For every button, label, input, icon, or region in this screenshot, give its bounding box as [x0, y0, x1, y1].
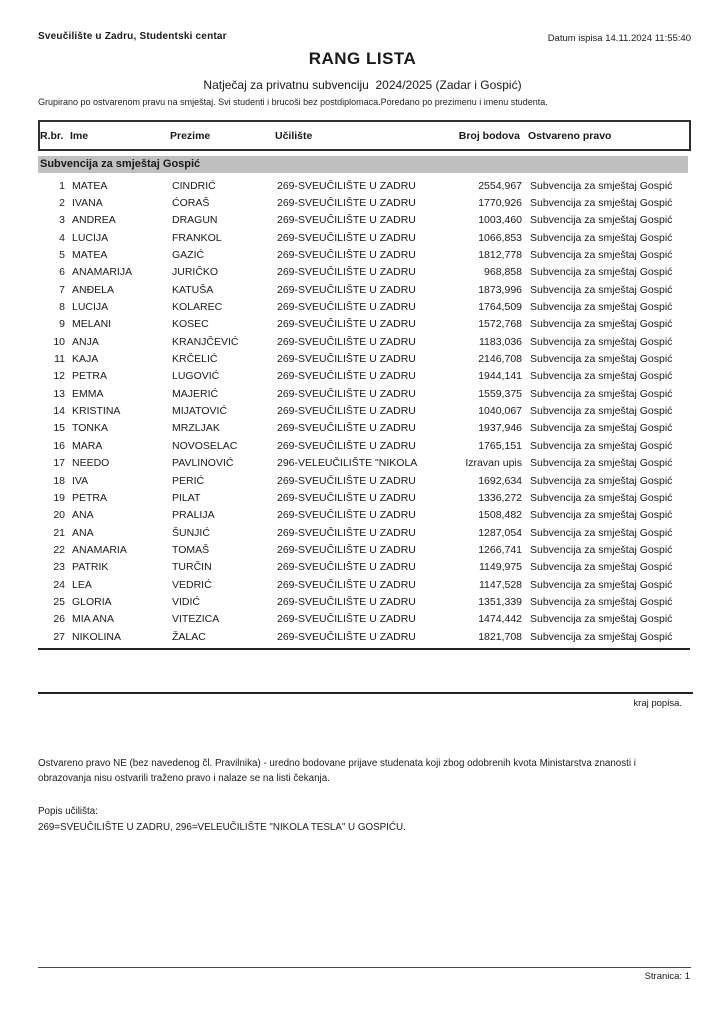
institutions-list-text: 269=SVEUČILIŠTE U ZADRU, 296=VELEUČILIŠTE "NIKOLA TESLA" U GOSPIĆU.	[38, 822, 406, 833]
cell-uciliste: 269-SVEUČILIŠTE U ZADRU	[277, 179, 416, 192]
cell-bodovi: 1066,853	[478, 231, 522, 244]
page-subtitle: Natječaj za privatnu subvenciju 2024/2025 (Zadar i Gospić)	[203, 78, 522, 92]
cell-prezime: KRANJČEVIĆ	[172, 335, 239, 348]
cell-pravo: Subvencija za smještaj Gospić	[530, 561, 673, 574]
footer-rule	[38, 967, 691, 968]
cell-uciliste: 269-SVEUČILIŠTE U ZADRU	[277, 561, 416, 574]
cell-uciliste: 269-SVEUČILIŠTE U ZADRU	[277, 370, 416, 383]
column-header-uciliste: Učilište	[275, 129, 313, 142]
table-row	[38, 264, 691, 281]
cell-uciliste: 269-SVEUČILIŠTE U ZADRU	[277, 543, 416, 556]
cell-pravo: Subvencija za smještaj Gospić	[530, 613, 673, 626]
cell-pravo: Subvencija za smještaj Gospić	[530, 526, 673, 539]
table-row	[38, 212, 691, 229]
cell-pravo: Subvencija za smještaj Gospić	[530, 283, 673, 296]
cell-prezime: GAZIĆ	[172, 249, 205, 262]
table-row	[38, 593, 691, 610]
cell-prezime: VIDIĆ	[172, 595, 201, 608]
cell-uciliste: 269-SVEUČILIŠTE U ZADRU	[277, 249, 416, 262]
cell-ime: ANA	[72, 509, 94, 522]
cell-uciliste: 269-SVEUČILIŠTE U ZADRU	[277, 474, 416, 487]
cell-pravo: Subvencija za smještaj Gospić	[530, 370, 673, 383]
end-of-list-label: kraj popisa.	[633, 698, 682, 709]
cell-rbr: 2	[59, 197, 65, 210]
cell-rbr: 11	[54, 353, 65, 366]
cell-pravo: Subvencija za smještaj Gospić	[530, 249, 673, 262]
cell-bodovi: 1336,272	[478, 491, 522, 504]
cell-prezime: KOSEC	[172, 318, 209, 331]
cell-rbr: 25	[53, 595, 65, 608]
table-row	[38, 437, 691, 454]
end-of-list-rule	[38, 692, 693, 694]
cell-ime: MARA	[72, 439, 103, 452]
cell-rbr: 14	[53, 405, 65, 418]
cell-pravo: Subvencija za smještaj Gospić	[530, 422, 673, 435]
cell-ime: KAJA	[72, 353, 99, 366]
cell-prezime: MAJERIĆ	[172, 387, 219, 400]
cell-pravo: Subvencija za smještaj Gospić	[530, 543, 673, 556]
cell-uciliste: 269-SVEUČILIŠTE U ZADRU	[277, 387, 416, 400]
cell-prezime: ŽALAC	[172, 630, 206, 643]
cell-prezime: TOMAŠ	[172, 543, 210, 556]
cell-ime: NEEDO	[72, 457, 110, 470]
cell-pravo: Subvencija za smještaj Gospić	[530, 179, 673, 192]
cell-bodovi: 1287,054	[478, 526, 522, 539]
table-row	[38, 611, 691, 628]
cell-prezime: FRANKOL	[172, 231, 222, 244]
cell-rbr: 16	[53, 439, 65, 452]
column-header-prezime: Prezime	[170, 129, 211, 142]
cell-rbr: 8	[59, 301, 65, 314]
cell-bodovi: 1149,975	[478, 561, 522, 574]
cell-rbr: 10	[53, 335, 65, 348]
cell-uciliste: 269-SVEUČILIŠTE U ZADRU	[277, 422, 416, 435]
cell-bodovi: Izravan upis	[465, 457, 522, 470]
cell-ime: PETRA	[72, 491, 108, 504]
column-header-rbr: R.br.	[40, 129, 64, 142]
table-row	[38, 420, 691, 437]
cell-ime: LUCIJA	[72, 301, 109, 314]
cell-ime: ANA	[72, 526, 94, 539]
cell-rbr: 23	[53, 561, 65, 574]
cell-prezime: LUGOVIĆ	[172, 370, 220, 383]
column-header-pravo: Ostvareno pravo	[528, 129, 612, 142]
cell-ime: ANAMARIJA	[72, 266, 133, 279]
table-row	[38, 246, 691, 263]
cell-bodovi: 1508,482	[478, 509, 522, 522]
cell-ime: ANJA	[72, 335, 99, 348]
cell-ime: PETRA	[72, 370, 108, 383]
table-row	[38, 559, 691, 576]
table-row	[38, 628, 691, 645]
cell-ime: PATRIK	[72, 561, 109, 574]
cell-rbr: 17	[53, 457, 65, 470]
cell-uciliste: 269-SVEUČILIŠTE U ZADRU	[277, 405, 416, 418]
cell-bodovi: 1770,926	[478, 197, 522, 210]
cell-rbr: 15	[53, 422, 65, 435]
cell-uciliste: 269-SVEUČILIŠTE U ZADRU	[277, 231, 416, 244]
cell-uciliste: 269-SVEUČILIŠTE U ZADRU	[277, 526, 416, 539]
table-row	[38, 402, 691, 419]
cell-rbr: 27	[53, 630, 65, 643]
cell-uciliste: 296-VELEUČILIŠTE "NIKOLA	[277, 457, 418, 470]
table-row	[38, 472, 691, 489]
cell-pravo: Subvencija za smještaj Gospić	[530, 301, 673, 314]
cell-uciliste: 269-SVEUČILIŠTE U ZADRU	[277, 266, 416, 279]
cell-rbr: 5	[59, 249, 65, 262]
table-bottom-rule	[38, 648, 690, 650]
cell-bodovi: 2554,967	[478, 179, 522, 192]
cell-ime: IVANA	[72, 197, 103, 210]
cell-pravo: Subvencija za smještaj Gospić	[530, 197, 673, 210]
cell-rbr: 26	[53, 613, 65, 626]
cell-bodovi: 1474,442	[478, 613, 522, 626]
cell-pravo: Subvencija za smještaj Gospić	[530, 439, 673, 452]
cell-bodovi: 1147,528	[478, 578, 522, 591]
table-row	[38, 541, 691, 558]
grouping-note: Grupirano po ostvarenom pravu na smještaj. Svi studenti i brucoši bez postdiplomaca.Poredano po prezimenu i imenu studenta.	[38, 97, 548, 107]
page-title: RANG LISTA	[308, 49, 417, 68]
page-number: Stranica: 1	[644, 971, 690, 982]
table-row	[38, 368, 691, 385]
cell-bodovi: 1873,996	[478, 283, 522, 296]
cell-rbr: 24	[53, 578, 65, 591]
cell-prezime: VEDRIĆ	[172, 578, 212, 591]
column-header-ime: Ime	[70, 129, 89, 142]
cell-prezime: MIJATOVIĆ	[172, 405, 228, 418]
section-header-bar: Subvencija za smještaj Gospić	[38, 156, 688, 173]
cell-ime: IVA	[72, 474, 89, 487]
cell-bodovi: 1937,946	[478, 422, 522, 435]
cell-ime: NIKOLINA	[72, 630, 122, 643]
cell-prezime: VITEZICA	[172, 613, 220, 626]
cell-uciliste: 269-SVEUČILIŠTE U ZADRU	[277, 578, 416, 591]
cell-prezime: PRALIJA	[172, 509, 215, 522]
cell-uciliste: 269-SVEUČILIŠTE U ZADRU	[277, 353, 416, 366]
cell-bodovi: 1821,708	[478, 630, 522, 643]
legal-footnote-line1: Ostvareno pravo NE (bez navedenog čl. Pravilnika) - uredno bodovane prijave studenata koji zbog odobrenih kvota Ministarstva znanosti i	[38, 758, 636, 769]
cell-prezime: JURIČKO	[172, 266, 219, 279]
cell-pravo: Subvencija za smještaj Gospić	[530, 231, 673, 244]
cell-ime: MATEA	[72, 249, 108, 262]
cell-prezime: MRZLJAK	[172, 422, 220, 435]
cell-pravo: Subvencija za smještaj Gospić	[530, 474, 673, 487]
cell-pravo: Subvencija za smještaj Gospić	[530, 509, 673, 522]
cell-uciliste: 269-SVEUČILIŠTE U ZADRU	[277, 214, 416, 227]
cell-uciliste: 269-SVEUČILIŠTE U ZADRU	[277, 630, 416, 643]
cell-pravo: Subvencija za smještaj Gospić	[530, 595, 673, 608]
cell-ime: ANDREA	[72, 214, 116, 227]
cell-pravo: Subvencija za smještaj Gospić	[530, 457, 673, 470]
table-row	[38, 489, 691, 506]
cell-bodovi: 968,858	[484, 266, 522, 279]
cell-uciliste: 269-SVEUČILIŠTE U ZADRU	[277, 509, 416, 522]
cell-prezime: KATUŠA	[172, 283, 214, 296]
cell-ime: GLORIA	[72, 595, 112, 608]
table-row	[38, 177, 691, 194]
cell-prezime: PILAT	[172, 491, 201, 504]
table-row	[38, 507, 691, 524]
cell-uciliste: 269-SVEUČILIŠTE U ZADRU	[277, 439, 416, 452]
cell-ime: MELANI	[72, 318, 112, 331]
cell-prezime: KOLAREC	[172, 301, 223, 314]
cell-rbr: 9	[59, 318, 65, 331]
cell-ime: ANAMARIA	[72, 543, 127, 556]
cell-bodovi: 1692,634	[478, 474, 522, 487]
cell-prezime: KRČELIĆ	[172, 353, 218, 366]
institutions-list-label: Popis učilišta:	[38, 806, 98, 817]
cell-prezime: ŠUNJIĆ	[172, 526, 210, 539]
cell-bodovi: 1812,778	[478, 249, 522, 262]
table-row	[38, 316, 691, 333]
cell-rbr: 19	[53, 491, 65, 504]
cell-pravo: Subvencija za smještaj Gospić	[530, 630, 673, 643]
cell-bodovi: 1266,741	[478, 543, 522, 556]
cell-uciliste: 269-SVEUČILIŠTE U ZADRU	[277, 318, 416, 331]
cell-prezime: ĆORAŠ	[172, 197, 210, 210]
cell-rbr: 21	[53, 526, 65, 539]
cell-prezime: TURČIN	[172, 561, 212, 574]
cell-rbr: 3	[59, 214, 65, 227]
cell-prezime: CINDRIĆ	[172, 179, 216, 192]
table-row	[38, 229, 691, 246]
cell-bodovi: 1040,067	[478, 405, 522, 418]
cell-rbr: 4	[59, 231, 65, 244]
table-row	[38, 281, 691, 298]
cell-uciliste: 269-SVEUČILIŠTE U ZADRU	[277, 491, 416, 504]
cell-ime: LEA	[72, 578, 92, 591]
table-row	[38, 298, 691, 315]
cell-pravo: Subvencija za smještaj Gospić	[530, 318, 673, 331]
cell-ime: MIA ANA	[72, 613, 115, 626]
cell-ime: ANĐELA	[72, 283, 115, 296]
cell-bodovi: 1559,375	[478, 387, 522, 400]
cell-pravo: Subvencija za smještaj Gospić	[530, 353, 673, 366]
cell-uciliste: 269-SVEUČILIŠTE U ZADRU	[277, 197, 416, 210]
cell-rbr: 22	[53, 543, 65, 556]
table-row	[38, 333, 691, 350]
organization-name: Sveučilište u Zadru, Studentski centar	[38, 31, 227, 42]
cell-bodovi: 1003,460	[478, 214, 522, 227]
cell-pravo: Subvencija za smještaj Gospić	[530, 266, 673, 279]
print-date: Datum ispisa 14.11.2024 11:55:40	[547, 33, 691, 44]
cell-bodovi: 1765,151	[478, 439, 522, 452]
cell-pravo: Subvencija za smještaj Gospić	[530, 335, 673, 348]
table-row	[38, 524, 691, 541]
cell-uciliste: 269-SVEUČILIŠTE U ZADRU	[277, 301, 416, 314]
cell-uciliste: 269-SVEUČILIŠTE U ZADRU	[277, 595, 416, 608]
cell-ime: EMMA	[72, 387, 104, 400]
cell-rbr: 7	[59, 283, 65, 296]
cell-rbr: 20	[53, 509, 65, 522]
cell-pravo: Subvencija za smještaj Gospić	[530, 405, 673, 418]
table-row	[38, 385, 691, 402]
table-row	[38, 576, 691, 593]
cell-uciliste: 269-SVEUČILIŠTE U ZADRU	[277, 335, 416, 348]
cell-ime: TONKA	[72, 422, 108, 435]
table-row	[38, 194, 691, 211]
cell-prezime: NOVOSELAC	[172, 439, 238, 452]
cell-uciliste: 269-SVEUČILIŠTE U ZADRU	[277, 613, 416, 626]
cell-pravo: Subvencija za smještaj Gospić	[530, 214, 673, 227]
cell-bodovi: 1764,509	[478, 301, 522, 314]
cell-ime: LUCIJA	[72, 231, 109, 244]
legal-footnote-line2: obrazovanja nisu ostvarili traženo pravo i nalaze se na listi čekanja.	[38, 772, 330, 784]
cell-prezime: PERIĆ	[172, 474, 205, 487]
table-row	[38, 350, 691, 367]
cell-ime: MATEA	[72, 179, 108, 192]
cell-rbr: 12	[53, 370, 65, 383]
cell-bodovi: 1183,036	[478, 335, 522, 348]
cell-bodovi: 2146,708	[478, 353, 522, 366]
cell-rbr: 1	[59, 179, 65, 192]
cell-rbr: 13	[53, 387, 65, 400]
cell-ime: KRISTINA	[72, 405, 121, 418]
cell-pravo: Subvencija za smještaj Gospić	[530, 491, 673, 504]
cell-bodovi: 1572,768	[478, 318, 522, 331]
cell-rbr: 18	[53, 474, 65, 487]
table-body	[38, 177, 691, 645]
cell-bodovi: 1944,141	[478, 370, 522, 383]
cell-bodovi: 1351,339	[478, 595, 522, 608]
column-header-bodovi: Broj bodova	[458, 129, 520, 142]
cell-pravo: Subvencija za smještaj Gospić	[530, 578, 673, 591]
cell-prezime: DRAGUN	[172, 214, 218, 227]
cell-uciliste: 269-SVEUČILIŠTE U ZADRU	[277, 283, 416, 296]
legal-footnote	[38, 757, 703, 786]
cell-pravo: Subvencija za smještaj Gospić	[530, 387, 673, 400]
cell-prezime: PAVLINOVIĆ	[172, 457, 234, 470]
table-header-row	[38, 120, 691, 151]
table-row	[38, 455, 691, 472]
cell-rbr: 6	[59, 266, 65, 279]
